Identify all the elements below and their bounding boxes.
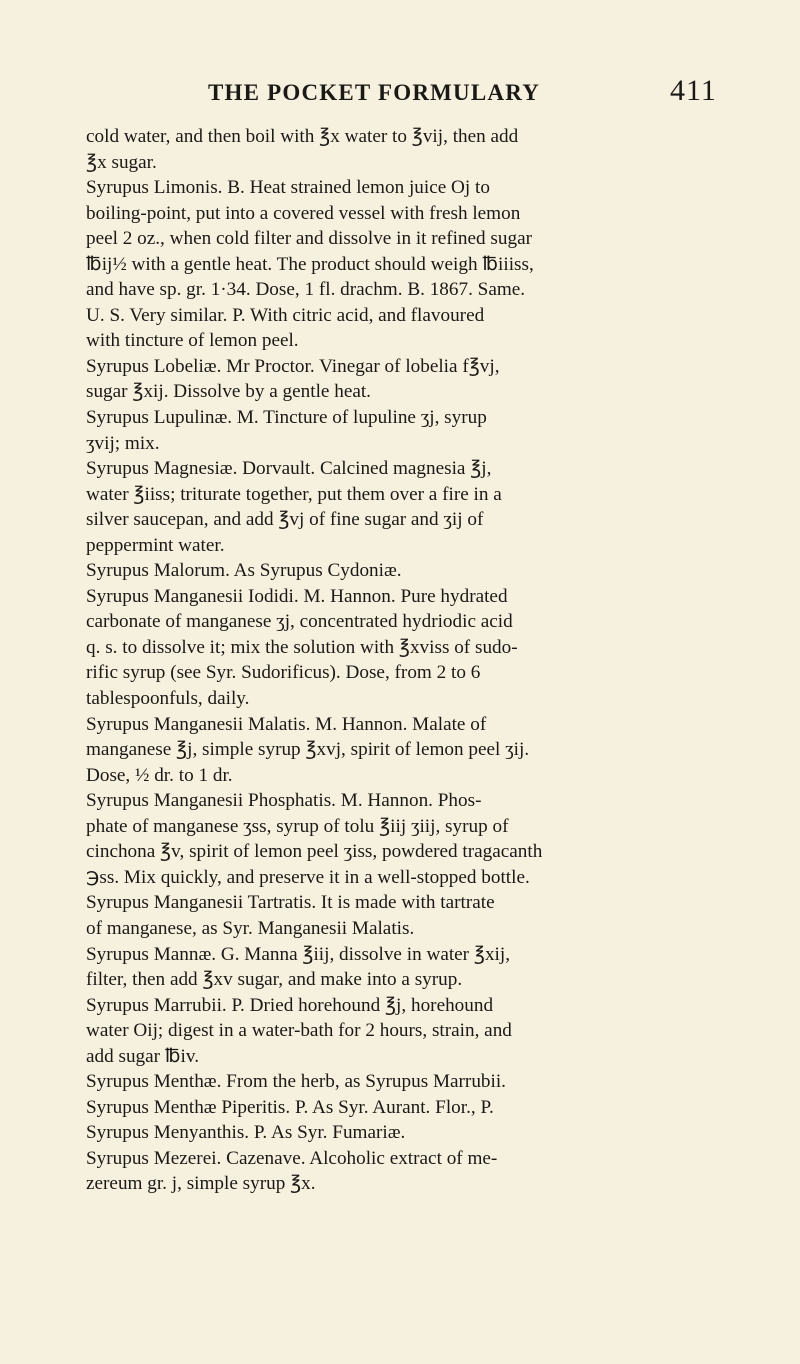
text-line: Syrupus Manganesii Malatis. M. Hannon. Malate of (86, 713, 487, 735)
text-line: Syrupus Lobeliæ. Mr Proctor. Vinegar of lobelia f℥vj, (86, 355, 500, 377)
running-head: THE POCKET FORMULARY (208, 80, 541, 105)
text-line: ʒvij; mix. (86, 432, 160, 454)
page-number: 411 (670, 74, 717, 107)
text-line: carbonate of manganese ʒj, concentrated hydriodic acid (86, 611, 513, 633)
text-line: Syrupus Menyanthis. P. As Syr. Fumariæ. (86, 1122, 406, 1144)
text-line: peppermint water. (86, 534, 225, 556)
text-line: manganese ℥j, simple syrup ℥xvj, spirit of lemon peel ʒij. (86, 739, 530, 761)
text-line: Syrupus Magnesiæ. Dorvault. Calcined magnesia ℥j, (86, 458, 492, 480)
text-line: silver saucepan, and add ℥vj of fine sugar and ʒij of (86, 509, 484, 531)
text-line: add sugar ℔iv. (86, 1045, 200, 1067)
text-line: water ℥iiss; triturate together, put them over a fire in a (86, 483, 502, 505)
text-line: Syrupus Limonis. B. Heat strained lemon juice Oj to (86, 177, 490, 199)
text-line: Syrupus Mannæ. G. Manna ℥iij, dissolve in water ℥xij, (86, 943, 511, 965)
text-line: rific syrup (see Syr. Sudorificus). Dose, from 2 to 6 (86, 662, 481, 684)
text-line: Syrupus Manganesii Tartratis. It is made with tartrate (86, 892, 495, 914)
text-line: water Oij; digest in a water-bath for 2 hours, strain, and (86, 1020, 512, 1042)
text-line: phate of manganese ʒss, syrup of tolu ℥iij ʒiij, syrup of (86, 815, 509, 837)
text-line: ℈ss. Mix quickly, and preserve it in a well-stopped bottle. (86, 866, 530, 888)
text-line: peel 2 oz., when cold filter and dissolve in it refined sugar (86, 228, 532, 250)
text-line: with tincture of lemon peel. (86, 330, 299, 352)
text-line: cinchona ℥v, spirit of lemon peel ʒiss, powdered tragacanth (86, 841, 543, 863)
text-line: and have sp. gr. 1·34. Dose, 1 fl. drachm. B. 1867. Same. (86, 279, 526, 301)
text-line: Syrupus Manganesii Phosphatis. M. Hannon. Phos- (86, 790, 482, 812)
text-line: Syrupus Lupulinæ. M. Tincture of lupuline ʒj, syrup (86, 407, 487, 429)
text-line: Dose, ½ dr. to 1 dr. (86, 764, 233, 786)
text-line: zereum gr. j, simple syrup ℥x. (86, 1173, 316, 1195)
text-line: ℥x sugar. (86, 151, 157, 173)
text-line: Syrupus Menthæ. From the herb, as Syrupus Marrubii. (86, 1071, 506, 1093)
text-line: Syrupus Menthæ Piperitis. P. As Syr. Aurant. Flor., P. (86, 1096, 494, 1118)
text-line: U. S. Very similar. P. With citric acid, and flavoured (86, 304, 485, 326)
page-header (0, 72, 800, 112)
text-line: ℔ij½ with a gentle heat. The product should weigh ℔iiiss, (86, 253, 534, 275)
text-line: q. s. to dissolve it; mix the solution with ℥xviss of sudo- (86, 636, 518, 658)
text-line: cold water, and then boil with ℥x water to ℥vij, then add (86, 126, 519, 147)
text-line: Syrupus Mezerei. Cazenave. Alcoholic extract of me- (86, 1147, 498, 1169)
text-line: tablespoonfuls, daily. (86, 688, 250, 710)
text-line: Syrupus Malorum. As Syrupus Cydoniæ. (86, 560, 402, 582)
text-line: of manganese, as Syr. Manganesii Malatis. (86, 917, 415, 939)
text-line: boiling-point, put into a covered vessel with fresh lemon (86, 202, 521, 224)
text-line: filter, then add ℥xv sugar, and make into a syrup. (86, 969, 463, 991)
text-line: sugar ℥xij. Dissolve by a gentle heat. (86, 381, 371, 403)
body-text (86, 124, 758, 1197)
text-line: Syrupus Marrubii. P. Dried horehound ℥j, horehound (86, 994, 494, 1016)
text-line: Syrupus Manganesii Iodidi. M. Hannon. Pure hydrated (86, 585, 508, 607)
